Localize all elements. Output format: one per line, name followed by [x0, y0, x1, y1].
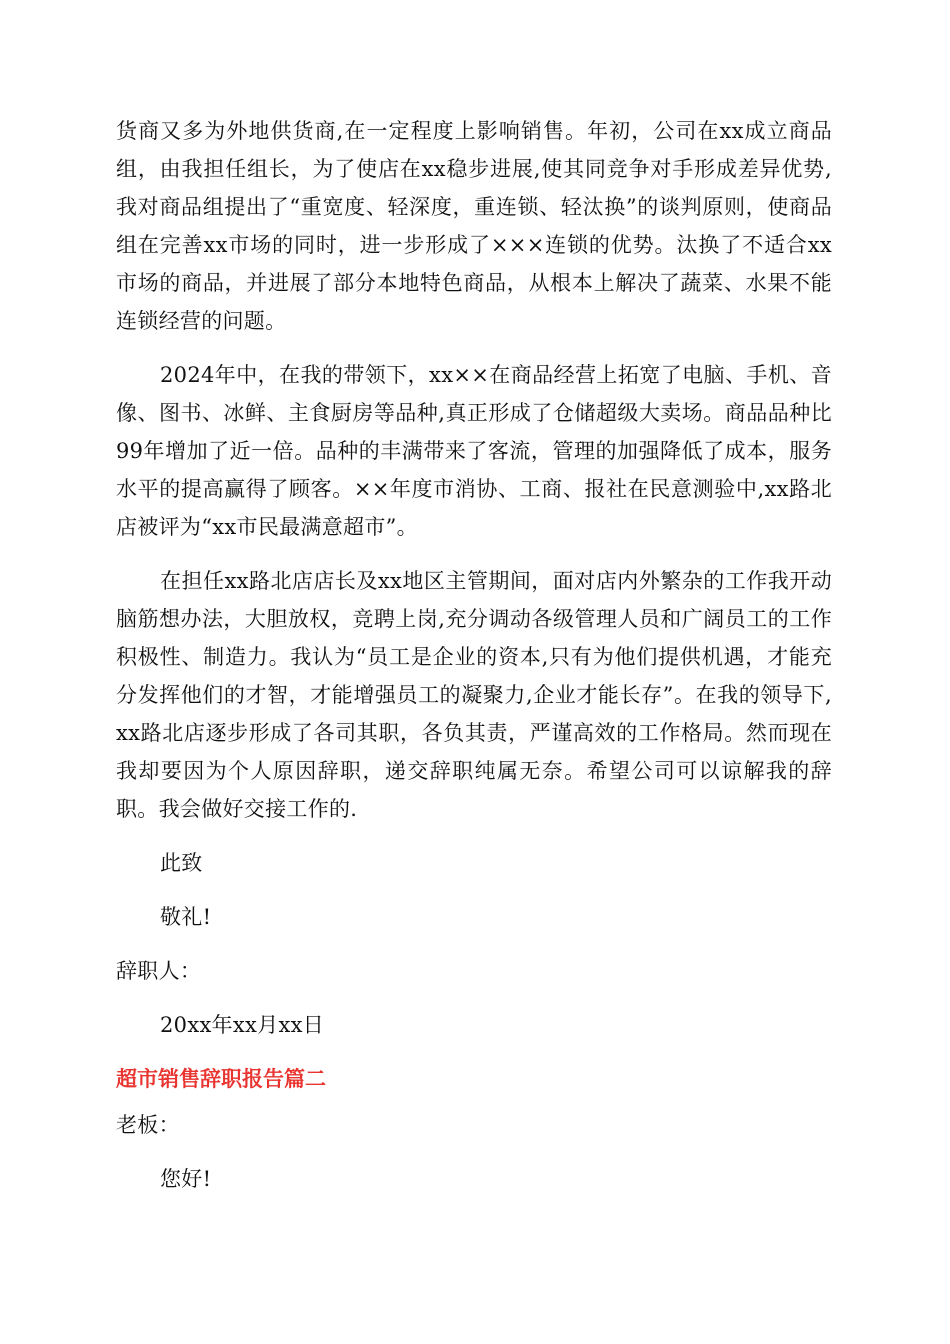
closing-line-2: 敬礼!	[160, 905, 212, 929]
body-paragraph-2: 2024年中，在我的带领下，xx××在商品经营上拓宽了电脑、手机、音像、图书、冰鲜、主食厨房等品种,真正形成了仓储超级大卖场。商品品种比99年增加了近一倍。品种的丰满带来了客流，管理的加强降低了成本，服务水平的提高赢得了顾客。××年度市消协、工商、报社在民意测验中,xx路北店被评为“xx市民最满意超市”。	[116, 363, 832, 539]
greeting: 您好!	[160, 1167, 212, 1191]
signature-label: 辞职人：	[116, 959, 202, 983]
section-heading: 超市销售辞职报告篇二	[116, 1067, 326, 1091]
date-line: 20xx年xx月xx日	[160, 1013, 325, 1037]
document-page	[116, 112, 832, 1198]
salutation: 老板：	[116, 1113, 180, 1137]
body-paragraph-3: 在担任xx路北店店长及xx地区主管期间，面对店内外繁杂的工作我开动脑筋想办法，大胆放权，竞聘上岗,充分调动各级管理人员和广阔员工的工作积极性、制造力。我认为“员工是企业的资本,只有为他们提供机遇，才能充分发挥他们的才智，才能增强员工的凝聚力,企业才能长存”。在我的领导下,xx路北店逐步形成了各司其职，各负其责，严谨高效的工作格局。然而现在我却要因为个人原因辞职，递交辞职纯属无奈。希望公司可以谅解我的辞职。我会做好交接工作的.	[116, 569, 832, 821]
closing-line-1: 此致	[160, 851, 203, 875]
body-paragraph-1: 货商又多为外地供货商,在一定程度上影响销售。年初，公司在xx成立商品组，由我担任组长，为了使店在xx稳步进展,使其同竞争对手形成差异优势,我对商品组提出了“重宽度、轻深度，重连锁、轻汰换”的谈判原则，使商品组在完善xx市场的同时，进一步形成了×××连锁的优势。汰换了不适合xx市场的商品，并进展了部分本地特色商品，从根本上解决了蔬菜、水果不能连锁经营的问题。	[116, 119, 832, 333]
